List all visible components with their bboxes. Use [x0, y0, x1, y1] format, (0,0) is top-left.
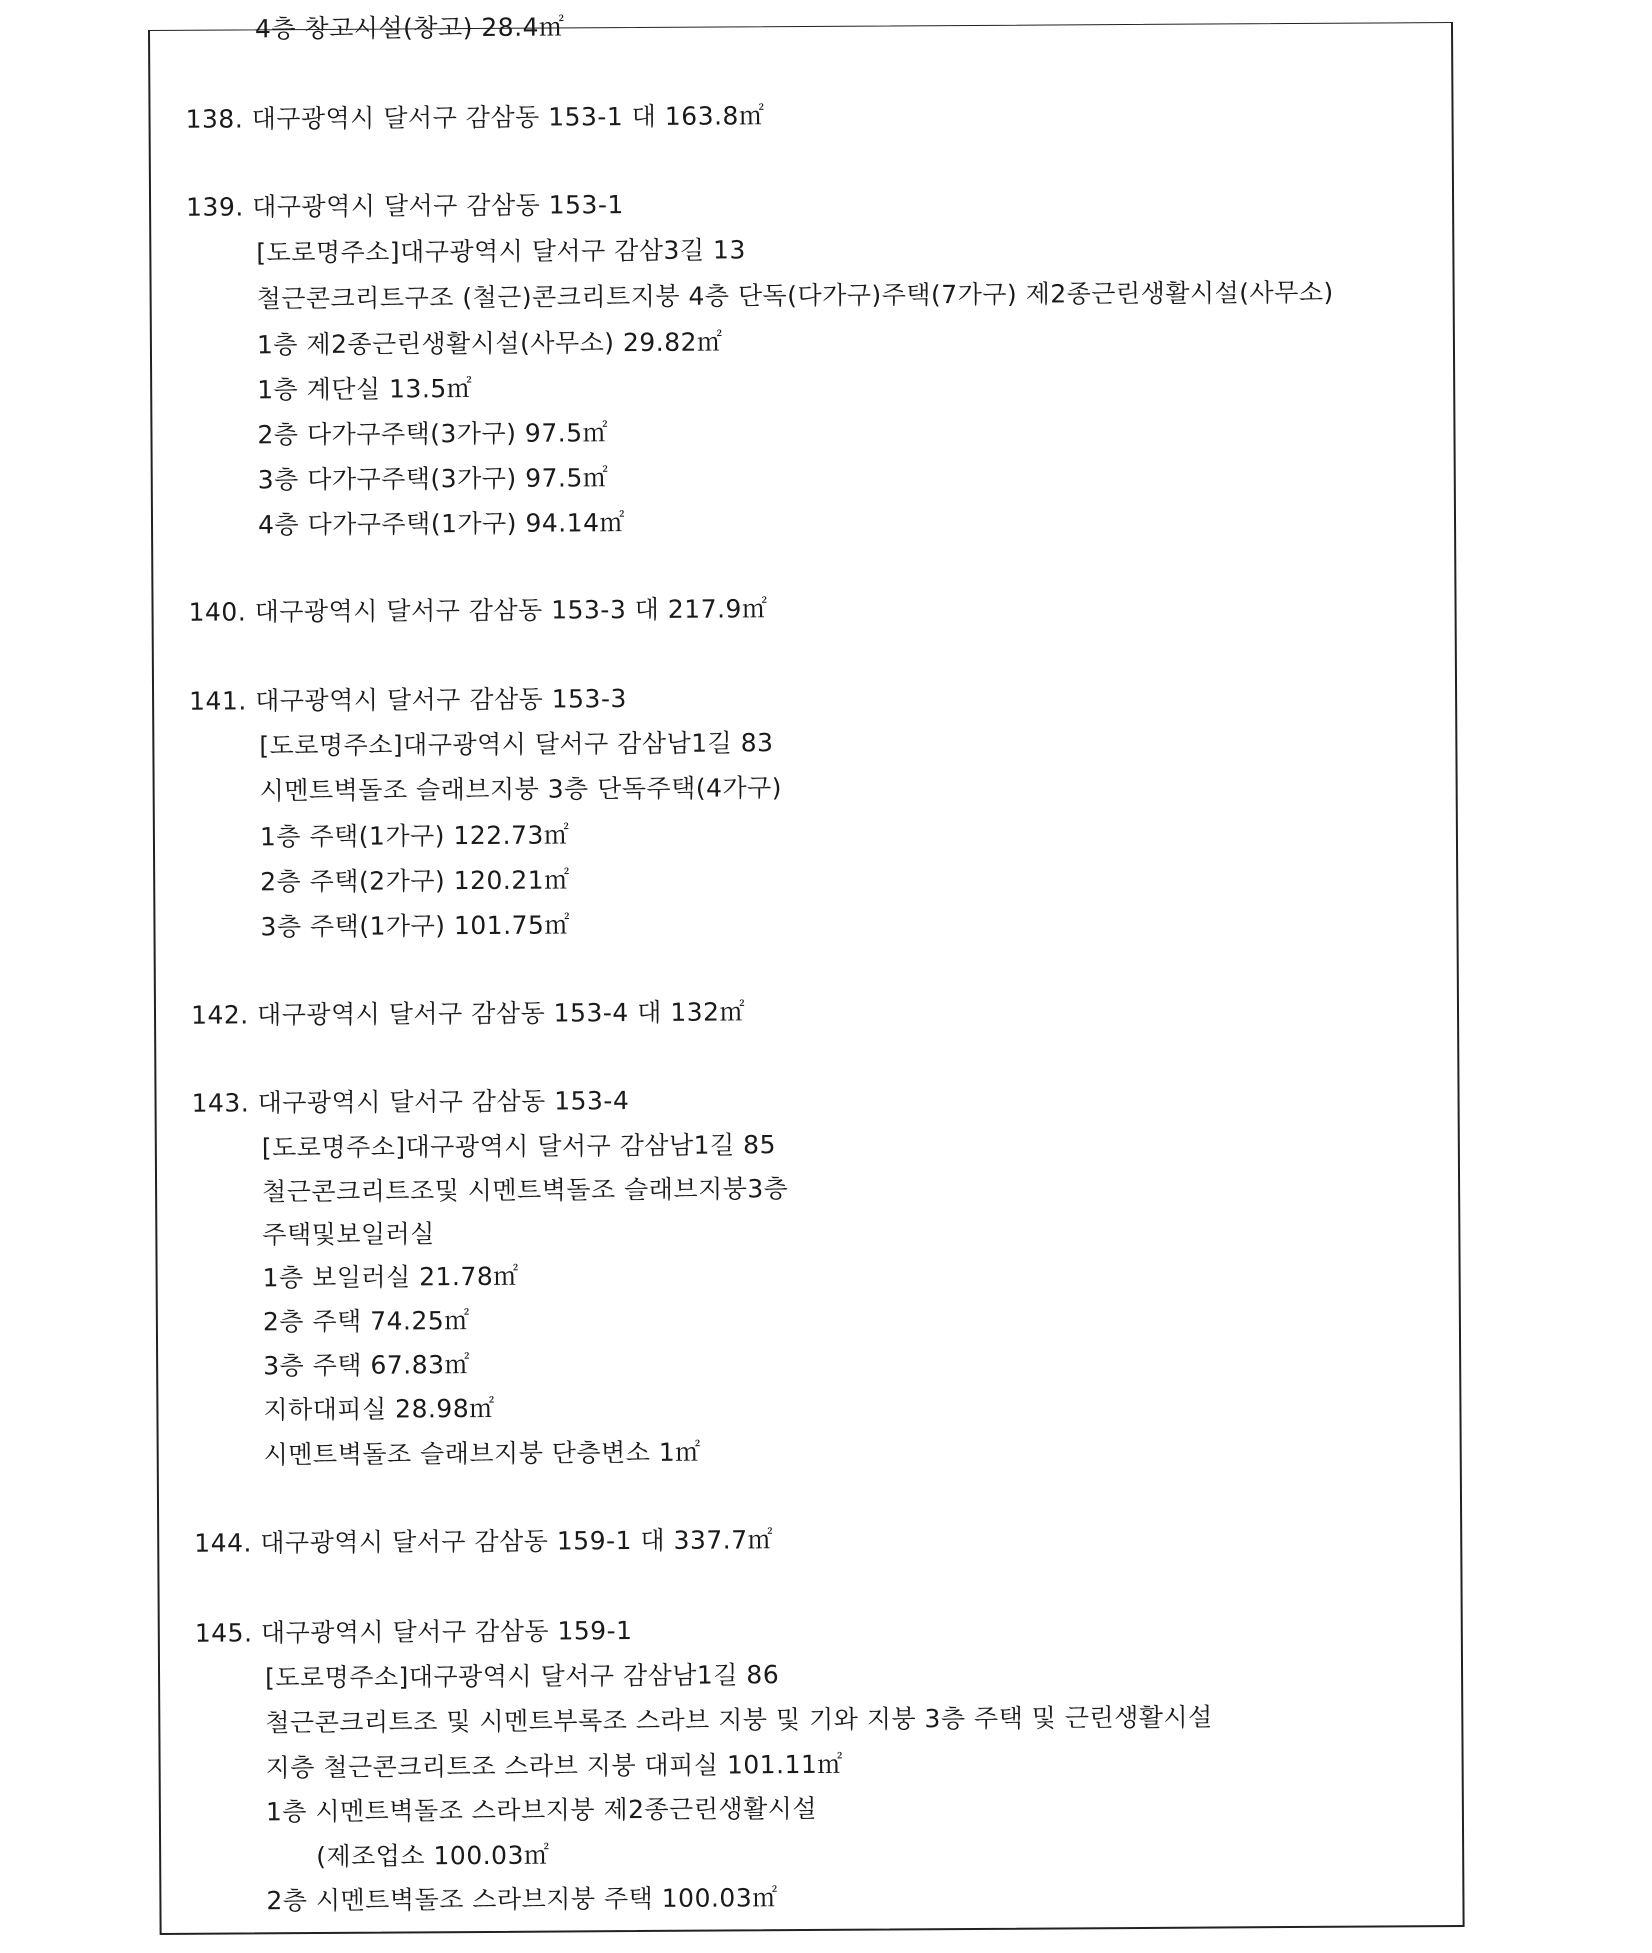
entry-detail-line: 시멘트벽돌조 슬래브지붕 단층변소 1㎡ — [263, 1437, 701, 1470]
entry-heading: 138. 대구광역시 달서구 감삼동 153-1 대 163.8㎡ — [185, 101, 765, 134]
entry-detail-line: 철근콘크리트조 및 시멘트부록조 스라브 지붕 및 기와 지붕 3층 주택 및 근린생활시설 — [265, 1702, 1213, 1738]
entry-detail-line: (제조업소 100.03㎡ — [316, 1840, 550, 1872]
entry-heading: 141. 대구광역시 달서구 감삼동 153-3 — [189, 684, 627, 716]
entry-detail-line: 철근콘크리트조및 시멘트벽돌조 슬래브지붕3층 — [262, 1174, 789, 1207]
entry-detail-line: 2층 시멘트벽돌조 스라브지붕 주택 100.03㎡ — [266, 1883, 778, 1916]
entry-detail-line: 지층 철근콘크리트조 스라브 지붕 대피실 101.11㎡ — [265, 1749, 843, 1783]
entry-detail-line: 1층 계단실 13.5㎡ — [257, 374, 473, 405]
entry-detail-line: [도로명주소]대구광역시 달서구 감삼남1길 83 — [259, 728, 774, 761]
entry-detail-line: 3층 주택 67.83㎡ — [263, 1350, 471, 1381]
entry-heading: 140. 대구광역시 달서구 감삼동 153-3 대 217.9㎡ — [188, 594, 768, 627]
entry-detail-line: 철근콘크리트구조 (철근)콘크리트지붕 4층 단독(다가구)주택(7가구) 제2종근린생활시설(사무소) — [256, 277, 1334, 314]
entry-heading: 144. 대구광역시 달서구 감삼동 159-1 대 337.7㎡ — [194, 1525, 774, 1558]
entry-heading: 139. 대구광역시 달서구 감삼동 153-1 — [185, 190, 624, 222]
entry-detail-line: 지하대피실 28.98㎡ — [263, 1393, 495, 1425]
entry-detail-line: 4층 다가구주택(1가구) 94.14㎡ — [257, 508, 626, 540]
entry-detail-line: 3층 다가구주택(3가구) 97.5㎡ — [257, 463, 609, 495]
entry-heading: 142. 대구광역시 달서구 감삼동 153-4 대 132㎡ — [190, 997, 746, 1030]
entry-detail-line: 주택및보일러실 — [262, 1219, 436, 1250]
entry-detail-line: 시멘트벽돌조 슬래브지붕 3층 단독주택(4가구) — [259, 773, 783, 806]
entry-detail-line: 1층 제2종근린생활시설(사무소) 29.82㎡ — [256, 327, 723, 360]
entry-detail-line: 4층 창고시설(창고) 28.4㎡ — [254, 12, 565, 44]
entry-detail-line: 2층 주택(2가구) 120.21㎡ — [260, 865, 570, 897]
entry-detail-line: 1층 보일러실 21.78㎡ — [262, 1261, 519, 1293]
entry-heading: 143. 대구광역시 달서구 감삼동 153-4 — [191, 1086, 630, 1118]
document-frame — [148, 12, 1465, 1935]
entry-detail-line: [도로명주소]대구광역시 달서구 감삼남1길 86 — [264, 1660, 780, 1693]
entry-detail-line: [도로명주소]대구광역시 달서구 감삼남1길 85 — [261, 1130, 777, 1163]
entry-detail-line: 3층 주택(1가구) 101.75㎡ — [260, 910, 571, 942]
entry-detail-line: 1층 시멘트벽돌조 스라브지붕 제2종근린생활시설 — [265, 1793, 818, 1827]
entry-detail-line: 2층 다가구주택(3가구) 97.5㎡ — [257, 418, 609, 450]
entry-detail-line: 2층 주택 74.25㎡ — [262, 1306, 470, 1337]
entry-detail-line: 1층 주택(1가구) 122.73㎡ — [259, 820, 570, 852]
entry-heading: 145. 대구광역시 달서구 감삼동 159-1 — [194, 1616, 633, 1648]
entry-detail-line: [도로명주소]대구광역시 달서구 감삼3길 13 — [256, 235, 746, 268]
